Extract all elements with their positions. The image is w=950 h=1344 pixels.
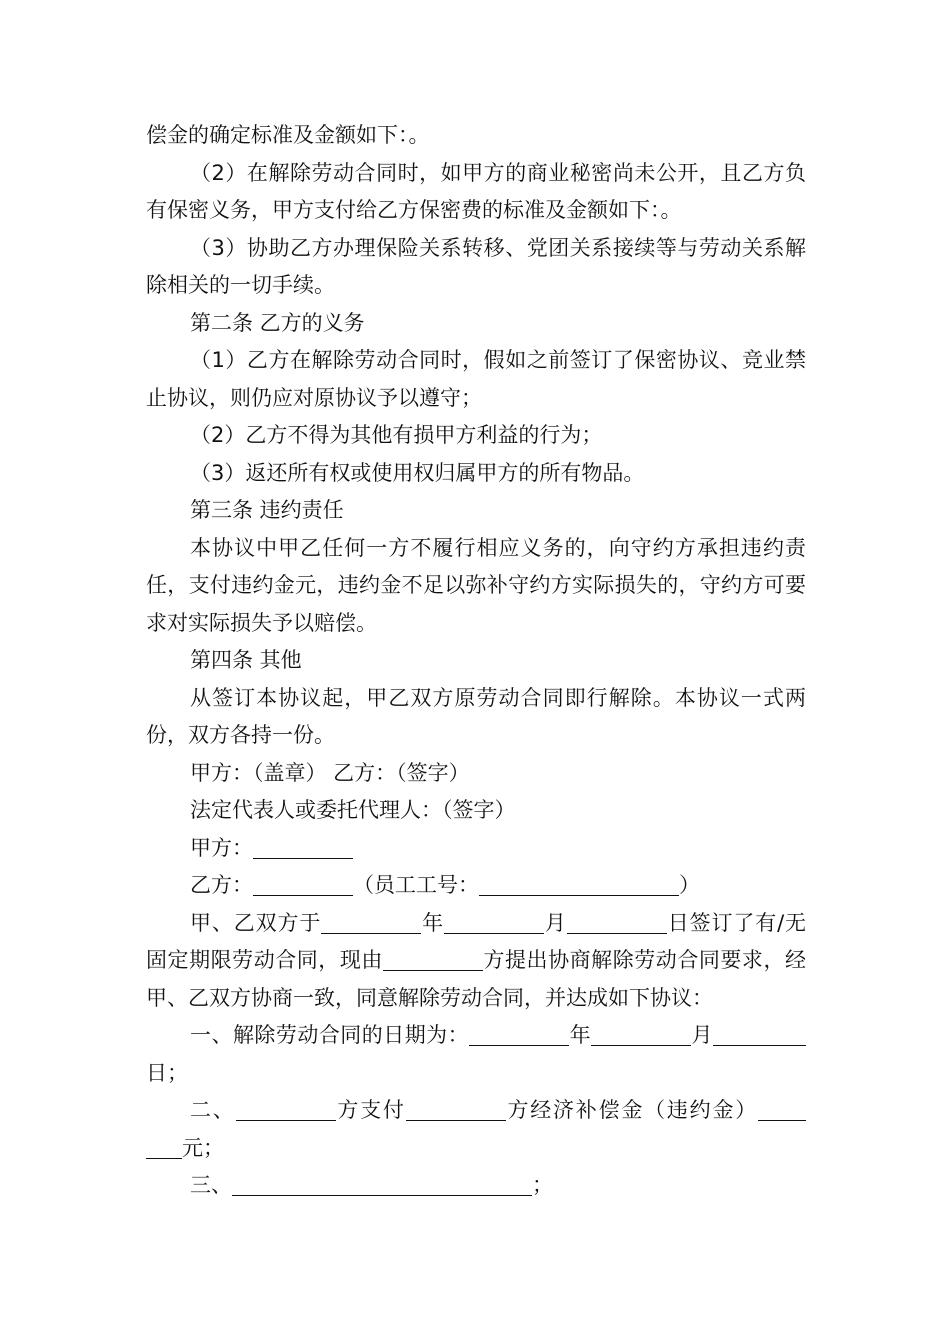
item-3-label: 三、	[190, 1173, 232, 1197]
intro-month-label: 月	[544, 910, 567, 935]
item-1-year-blank[interactable]	[469, 1023, 569, 1046]
item-2-amount-blank-wrap[interactable]	[146, 1136, 182, 1159]
item-3-end: ；	[532, 1173, 553, 1197]
item-2-label: 二、	[190, 1098, 236, 1122]
paragraph-compensation-standard: 偿金的确定标准及金额如下：。	[146, 123, 430, 147]
paragraph-return-property: （3）返还所有权或使用权归属甲方的所有物品。	[190, 460, 645, 485]
party-a-blank[interactable]	[253, 836, 353, 859]
employee-number-label: （员工工号：	[353, 873, 479, 897]
item-2-text-b: 方支付	[335, 1098, 406, 1122]
signature-line-representative: 法定代表人或委托代理人：（签字）	[190, 798, 516, 822]
paragraph-procedures: （3）协助乙方办理保险关系转移、党团关系接续等与劳动关系解除相关的一切手续。	[146, 235, 806, 297]
paragraph-contract-termination: 从签订本协议起，甲乙双方原劳动合同即行解除。本协议一式两份，双方各持一份。	[146, 685, 806, 747]
intro-year-blank[interactable]	[321, 911, 421, 934]
intro-party-blank[interactable]	[383, 948, 483, 971]
item-2-text-c: 方经济补偿金（违约金）	[505, 1098, 759, 1122]
item-1-day-blank[interactable]	[713, 1023, 788, 1046]
intro-day-blank[interactable]	[567, 911, 667, 934]
employee-number-blank[interactable]	[479, 873, 679, 896]
signature-line-parties: 甲方：（盖章） 乙方：（签字）	[190, 760, 470, 785]
heading-article-4: 第四条 其他	[190, 648, 302, 672]
document-body	[146, 117, 806, 1205]
item-3-other	[146, 1167, 806, 1205]
item-1-termination-date	[146, 1017, 806, 1092]
heading-article-3: 第三条 违约责任	[190, 498, 344, 522]
intro-month-blank[interactable]	[444, 911, 544, 934]
heading-article-2: 第二条 乙方的义务	[190, 310, 365, 335]
item-1-label: 一、解除劳动合同的日期为：	[190, 1023, 470, 1047]
item-1-month-blank[interactable]	[591, 1023, 691, 1046]
paragraph-intro	[146, 905, 806, 1018]
party-b-label: 乙方：	[190, 873, 253, 897]
party-a-label: 甲方：	[190, 835, 253, 860]
intro-year-label: 年	[421, 910, 445, 935]
paragraph-breach-liability: 本协议中甲乙任何一方不履行相应义务的，向守约方承担违约责任，支付违约金元，违约金不足以弥补守约方实际损失的，守约方可要求对实际损失予以赔偿。	[146, 535, 806, 635]
intro-text-c: 方提出协商解除劳动合同要求，经甲、乙双方协商一致，同意解除劳动合同，并达成如下协议：	[146, 948, 807, 1010]
party-b-blank[interactable]	[253, 873, 353, 896]
party-b-line	[146, 867, 806, 905]
item-1-month-label: 月	[691, 1023, 714, 1047]
intro-text-a: 甲、乙双方于	[190, 910, 322, 935]
employee-number-close: ）	[679, 873, 700, 897]
item-1-day-blank-wrap[interactable]	[788, 1023, 806, 1046]
item-2-payee-blank[interactable]	[406, 1098, 506, 1121]
paragraph-no-harm: （2）乙方不得为其他有损甲方利益的行为；	[190, 423, 603, 447]
item-1-day-label: 日；	[146, 1060, 188, 1085]
item-2-yuan-label: 元；	[182, 1135, 224, 1160]
item-3-blank[interactable]	[232, 1173, 532, 1196]
paragraph-confidentiality-fee: （2）在解除劳动合同时，如甲方的商业秘密尚未公开，且乙方负有保密义务，甲方支付给乙方保密费的标准及金额如下：。	[146, 160, 806, 222]
item-2-compensation	[146, 1092, 806, 1167]
item-2-payer-blank[interactable]	[236, 1098, 336, 1121]
paragraph-confidentiality-agreement: （1）乙方在解除劳动合同时，假如之前签订了保密协议、竞业禁止协议，则仍应对原协议予以遵守；	[146, 348, 806, 410]
item-2-amount-blank[interactable]	[758, 1098, 806, 1121]
item-1-year-label: 年	[569, 1023, 592, 1047]
party-a-line	[146, 830, 806, 868]
intro-text-b: 日签订了有/无固定期限劳动合同，现由	[146, 910, 807, 972]
